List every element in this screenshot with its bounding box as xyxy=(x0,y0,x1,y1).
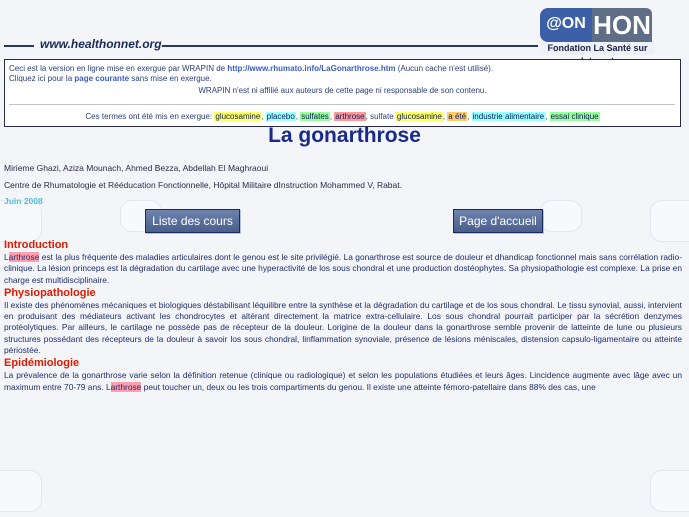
publication-date: Juin 2008 xyxy=(4,196,43,206)
affiliation: Centre de Rhumatologie et Rééducation Fonctionnelle, Hôpital Militaire dInstruction Mohammed V, Rabat. xyxy=(4,180,402,190)
hon-badge-icon: @ON xyxy=(540,8,592,42)
article-body xyxy=(4,238,682,393)
authors: Mirieme Ghazi, Aziza Mounach, Ahmed Bezza, Abdellah El Maghraoui xyxy=(4,163,269,173)
term-glucosamine-2: glucosamine xyxy=(396,112,442,121)
wrapin-line-1: Ceci est la version en ligne mise en exergue par WRAPIN de http://www.rhumato.info/LaGonarthrose.htm (Aucun cache n'est utilisé). xyxy=(9,64,494,73)
wrapin-notice xyxy=(4,59,681,127)
term-a-ete: a été xyxy=(448,112,467,121)
section-heading-epidemiologie: Epidémiologie xyxy=(4,357,80,370)
background-shape xyxy=(650,200,689,242)
home-page-button[interactable]: Page d'accueil xyxy=(453,209,543,233)
highlighted-term: arthrose xyxy=(8,252,40,262)
section-text-epidemiologie: La prévalence de la gonarthrose varie selon la définition retenue (clinique ou radiologique) et selon les populations étudiées et leurs âges. Lincidence augmente avec lâge avec un maximum entre 70-79 ans. Larthrose peut toucher un, deux ou les trois compartiments du genou. Il existe une atteinte fémoro-patellaire dans 88% des cas, une xyxy=(4,370,682,392)
term-arthrose: arthrose xyxy=(335,112,365,121)
section-heading-physiopathologie: Physiopathologie xyxy=(4,286,96,299)
section-text-physiopathologie: Il existe des phénomènes mécaniques et biologiques déstabilisant léquilibre entre la synthèse et la dégradation du cartilage et de los sous chondral. Le tissu synovial, aussi, intervient en produisant des médiateurs activant les chondrocytes et altérant directement la matrice extra-cellulaire. Los sous chondral pourrait participer par la sécrétion denzymes protéolytiques. Par ailleurs, le cartilage ne possède pas de récepteur de la douleur. Lorigine de la douleur dans la gonarthrose semble provenir de latteinte de lune ou plusieurs structures possédant des récepteurs de la douleur à savoir los sous chondral, linflammation synoviale, présence de lésions méniscales, distension capsulo-ligamentaire ou atteinte périostée. xyxy=(4,299,682,356)
wrapin-line-2: Cliquez ici pour la page courante sans mise en exergue. xyxy=(9,74,212,83)
course-list-button[interactable]: Liste des cours xyxy=(145,209,240,233)
hon-subtitle: Fondation La Santé sur xyxy=(540,42,655,55)
background-shape xyxy=(650,470,689,512)
wrapin-disclaimer: WRAPIN n'est ni affilié aux auteurs de cette page ni responsable de son contenu. xyxy=(198,86,487,95)
site-url-link[interactable]: www.healthonnet.org xyxy=(40,37,162,51)
term-sulfate: sulfate xyxy=(370,112,394,121)
term-essai-clinique: essai clinique xyxy=(550,112,599,121)
hon-logo[interactable] xyxy=(540,8,655,54)
background-shape xyxy=(540,200,582,232)
section-text-introduction: Larthrose est la plus fréquente des maladies articulaires dont le genou est le site privilégié. La gonarthrose est source de douleur et dhandicap fonctionnel mais sans corrélation radio- clinique. La lésion princeps est la dégradation du cartilage avec une hyperactivité de los sous chondral et une production dostéophytes. Sa physiopathologie est complexe. La prise en charge est multidisciplinaire. xyxy=(4,252,682,285)
current-page-link[interactable]: page courante xyxy=(74,74,130,83)
header-rule xyxy=(162,45,538,47)
hon-brand: HON xyxy=(593,10,651,40)
original-page-link[interactable]: http://www.rhumato.info/LaGonarthrose.htm xyxy=(227,64,396,73)
highlighted-terms: Ces termes ont été mis en exergue: glucosamine, placebo, sulfates, arthrose, sulfate glucosamine, a été, industrie alimentaire, essai clinique xyxy=(85,112,599,121)
term-industrie-alimentaire: industrie alimentaire xyxy=(472,112,545,121)
term-glucosamine: glucosamine xyxy=(215,112,261,121)
wrapin-divider xyxy=(9,104,675,105)
term-sulfates: sulfates xyxy=(301,112,329,121)
page-title: La gonarthrose xyxy=(268,124,421,147)
term-placebo: placebo xyxy=(266,112,295,121)
header-rule xyxy=(4,45,34,47)
background-shape xyxy=(0,200,42,242)
background-shape xyxy=(0,470,42,512)
highlighted-term: arthrose xyxy=(110,381,142,392)
section-heading-introduction: Introduction xyxy=(4,239,69,251)
